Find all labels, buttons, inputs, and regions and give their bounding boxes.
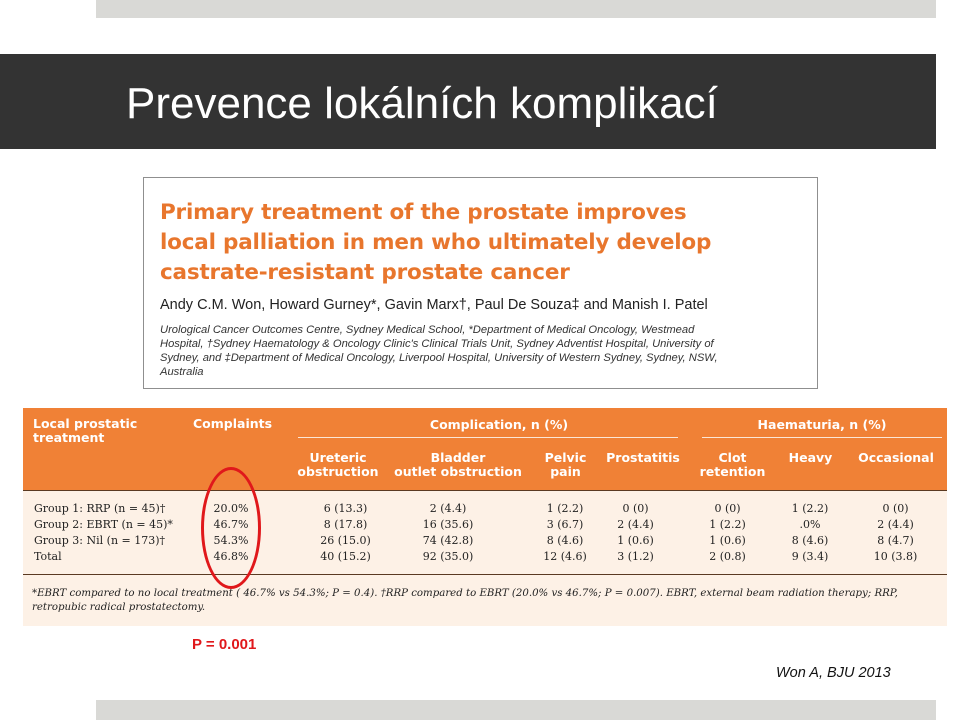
cell-complaints: 20.0% <box>213 502 249 515</box>
cell: 74 (42.8) <box>422 534 474 547</box>
cell: 0 (0) <box>622 502 649 515</box>
highlight-ellipse <box>201 467 261 589</box>
header-bladder: Bladder outlet obstruction <box>394 450 522 479</box>
affiliation-line: Sydney, and ‡Department of Medical Oncology, Liverpool Hospital, University of Western Sydney, Sydney, NSW, <box>160 352 718 364</box>
cell: 3 (1.2) <box>617 550 654 563</box>
cell: 9 (3.4) <box>791 550 829 563</box>
top-decor-strip <box>96 0 936 18</box>
cell: 40 (15.2) <box>320 550 371 563</box>
article-header-image <box>143 177 818 389</box>
header-haematuria-group: Haematuria, n (%) <box>757 417 887 432</box>
article-title-line: castrate-resistant prostate cancer <box>160 260 570 285</box>
slide-title: Prevence lokálních komplikací <box>126 79 718 128</box>
cell: 1 (2.2) <box>709 518 746 531</box>
cell: 3 (6.7) <box>546 518 584 531</box>
header-complication-group: Complication, n (%) <box>429 417 569 432</box>
title-bar <box>0 54 936 149</box>
results-table <box>23 408 947 626</box>
cell: 8 (4.7) <box>877 534 914 547</box>
row-label: Total <box>34 550 62 563</box>
cell: 0 (0) <box>714 502 741 515</box>
article-authors: Andy C.M. Won, Howard Gurney*, Gavin Marx†, Paul De Souza‡ and Manish I. Patel <box>160 297 708 313</box>
table-header <box>23 408 947 490</box>
header-clot: Clot retention <box>699 450 766 479</box>
header-bottom-rule <box>23 490 947 491</box>
cell-complaints: 46.8% <box>213 550 249 563</box>
affiliation-line: Australia <box>160 366 204 378</box>
table-bottom-rule <box>23 574 947 575</box>
cell: 92 (35.0) <box>422 550 474 563</box>
cell: 6 (13.3) <box>323 502 368 515</box>
footnote-line: retropubic radical prostatectomy. <box>32 602 206 613</box>
cell: 26 (15.0) <box>320 534 371 547</box>
p-value-label: P = 0.001 <box>192 636 257 653</box>
cell: 2 (4.4) <box>877 518 914 531</box>
header-heavy: Heavy <box>788 450 833 465</box>
header-occasional: Occasional <box>858 450 934 465</box>
group-underline <box>298 437 678 438</box>
cell: 8 (4.6) <box>546 534 584 547</box>
row-label: Group 2: EBRT (n = 45)* <box>34 518 173 531</box>
cell: 2 (0.8) <box>709 550 746 563</box>
cell: 1 (0.6) <box>617 534 654 547</box>
cell: 16 (35.6) <box>422 518 474 531</box>
cell: 1 (2.2) <box>791 502 829 515</box>
header-treatment: Local prostatic treatment <box>33 416 138 445</box>
row-label: Group 3: Nil (n = 173)† <box>34 534 166 547</box>
header-pelvic: Pelvic pain <box>544 450 587 479</box>
bottom-decor-strip <box>96 700 936 720</box>
row-label: Group 1: RRP (n = 45)† <box>34 502 166 515</box>
cell: 0 (0) <box>882 502 909 515</box>
article-title-line: Primary treatment of the prostate improves <box>160 200 687 225</box>
cell: 8 (17.8) <box>323 518 368 531</box>
cell: 2 (4.4) <box>617 518 654 531</box>
article-title-line: local palliation in men who ultimately develop <box>160 230 712 255</box>
cell: 10 (3.8) <box>873 550 918 563</box>
cell-complaints: 54.3% <box>213 534 249 547</box>
cell: 2 (4.4) <box>429 502 467 515</box>
cell: .0% <box>799 518 821 531</box>
cell: 1 (0.6) <box>709 534 746 547</box>
citation-label: Won A, BJU 2013 <box>776 665 891 681</box>
affiliation-line: Urological Cancer Outcomes Centre, Sydney Medical School, *Department of Medical Oncology, Westmead <box>160 324 695 336</box>
cell: 1 (2.2) <box>546 502 584 515</box>
header-complaints: Complaints <box>193 416 273 431</box>
footnote-line: *EBRT compared to no local treatment ( 46.7% vs 54.3%; P = 0.4). †RRP compared to EBRT (20.0% vs 46.7%; P = 0.007). EBRT, external beam radiation therapy; RRP, <box>32 588 898 599</box>
affiliation-line: Hospital, †Sydney Haematology & Oncology Clinic's Clinical Trials Unit, Sydney Adventist Hospital, University of <box>160 338 714 350</box>
cell-complaints: 46.7% <box>213 518 249 531</box>
article-title <box>160 198 810 288</box>
table-footnote <box>32 587 937 615</box>
article-affiliations <box>160 323 800 379</box>
cell: 12 (4.6) <box>543 550 587 563</box>
cell: 8 (4.6) <box>791 534 829 547</box>
group-underline <box>702 437 942 438</box>
header-ureteric: Ureteric obstruction <box>297 450 379 479</box>
header-prostatitis: Prostatitis <box>606 450 680 465</box>
